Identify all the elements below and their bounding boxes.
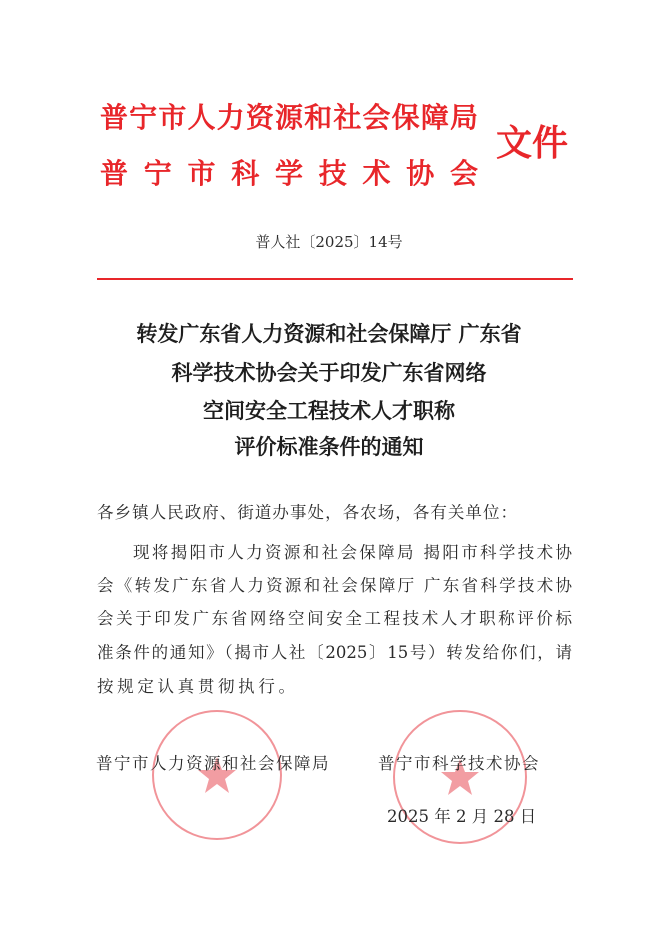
red-divider [97, 278, 573, 280]
title-line: 空间安全工程技术人才职称 [203, 399, 455, 423]
official-seal-hrss [152, 710, 282, 840]
issuer-2: 普宁市科学技术协会 [100, 157, 478, 190]
signature-right: 普宁市科学技术协会 [378, 754, 540, 773]
salutation: 各乡镇人民政府、街道办事处，各农场，各有关单位： [97, 503, 517, 522]
title-line: 评价标准条件的通知 [234, 435, 424, 459]
document-label: 文件 [496, 123, 569, 164]
title-line: 转发广东省人力资源和社会保障厅 广东省 [136, 322, 522, 346]
issuer-1: 普宁市人力资源和社会保障局 [100, 101, 478, 134]
body-line: 会《转发广东省人力资源和社会保障厅 广东省科学技术协 [97, 576, 572, 595]
body-line: 准条件的通知》（揭市人社〔2025〕15号）转发给你们，请 [97, 643, 572, 662]
body-line: 按规定认真贯彻执行。 [97, 677, 295, 696]
doc-number: 普人社〔2025〕14号 [255, 233, 403, 251]
body-line: 会关于印发广东省网络空间安全工程技术人才职称评价标 [97, 609, 572, 628]
title-line: 科学技术协会关于印发广东省网络 [171, 361, 487, 385]
date: 2025 年 2 月 28 日 [387, 807, 537, 826]
body-line: 现将揭阳市人力资源和社会保障局 揭阳市科学技术协 [133, 543, 572, 562]
signature-left: 普宁市人力资源和社会保障局 [96, 754, 330, 773]
